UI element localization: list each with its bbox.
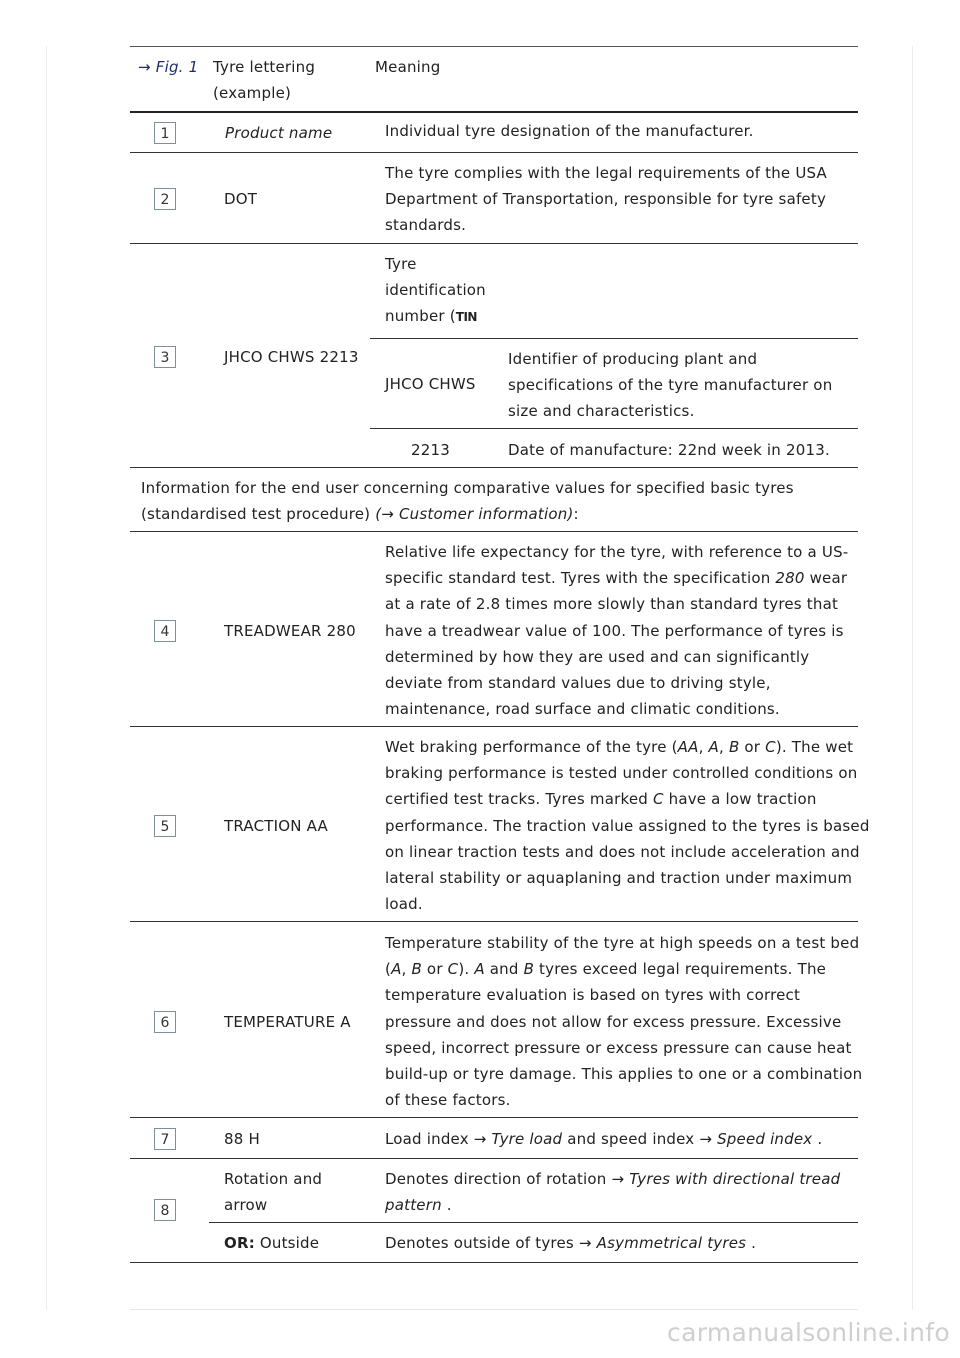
row-number-badge: 3	[154, 346, 176, 368]
row-number-badge: 5	[154, 815, 176, 837]
meaning-load-speed: Load index → Tyre load and speed index → Speed index .	[385, 1130, 823, 1148]
row-divider	[130, 243, 858, 244]
sub-row-divider	[370, 338, 858, 339]
lettering-temperature: TEMPERATURE A	[224, 1013, 351, 1031]
link-arrow-icon: →	[138, 58, 156, 76]
table-bottom-rule	[130, 1262, 858, 1263]
tin-meaning-plant: Identifier of producing plant and specifications of the tyre manufacturer on size and characteristics.	[508, 350, 833, 421]
lettering-outside: OR: Outside	[224, 1234, 320, 1252]
tin-icon: TIN	[455, 310, 477, 325]
tin-label: Tyre identification number (TIN	[385, 255, 486, 326]
header-tyre-lettering: Tyre lettering (example)	[213, 58, 316, 103]
row-number-badge: 8	[154, 1199, 176, 1221]
meaning-product-name: Individual tyre designation of the manufacturer.	[385, 122, 754, 140]
customer-information-link[interactable]: (→ Customer information)	[375, 505, 574, 524]
speed-index-link[interactable]: → Speed index	[699, 1130, 813, 1148]
page-left-rule	[46, 46, 47, 1310]
page-footer-rule	[130, 1309, 858, 1310]
meaning-outside: Denotes outside of tyres → Asymmetrical tyres .	[385, 1234, 757, 1252]
row-divider	[130, 1158, 858, 1159]
link-arrow-icon: →	[578, 1234, 597, 1252]
tin-code-date: 2213	[411, 441, 450, 459]
sub-row-divider	[370, 428, 858, 429]
directional-tread-link[interactable]: → Tyres with directional tread	[611, 1170, 841, 1188]
lettering-traction: TRACTION AA	[224, 817, 328, 835]
sub-row-divider	[209, 1222, 858, 1223]
tin-meaning-date: Date of manufacture: 22nd week in 2013.	[508, 441, 830, 459]
fig-reference-link[interactable]: → Fig. 1	[138, 58, 199, 76]
lettering-rotation: Rotation and arrow	[224, 1170, 323, 1215]
tyre-load-link[interactable]: → Tyre load	[473, 1130, 563, 1148]
row-divider	[130, 726, 858, 727]
meaning-rotation: Denotes direction of rotation → Tyres with directional tread pattern .	[385, 1170, 841, 1215]
tin-code-plant: JHCO CHWS	[385, 375, 476, 393]
table-top-rule	[130, 46, 858, 47]
row-number-badge: 6	[154, 1011, 176, 1033]
meaning-temperature: Temperature stability of the tyre at high speeds on a test bed (A, B or C). A and B tyres exceed legal requirements. The temperature evaluation is based on tyres with correct pressure and does not allow for excess pressure. Excessive speed, incorrect pressure or excess pressure can cause heat build-up or tyre damage. This applies to one or a combination of these factors.	[385, 934, 863, 1110]
row-divider	[130, 152, 858, 153]
row-number-badge: 1	[154, 122, 176, 144]
asymmetrical-tyres-link[interactable]: → Asymmetrical tyres	[578, 1234, 747, 1252]
meaning-dot: The tyre complies with the legal requirements of the USA Department of Transportation, responsible for tyre safety standards.	[385, 164, 827, 235]
meaning-treadwear: Relative life expectancy for the tyre, with reference to a US- specific standard test. Tyres with the specification 280 wear at a rate of 2.8 times more slowly than standard tyres that have a treadwear value of 100. The performance of tyres is determined by how they are used and can significantly deviate from standard values due to driving style, maintenance, road surface and climatic conditions.	[385, 543, 849, 719]
row-divider	[130, 467, 858, 468]
link-arrow-icon: →	[473, 1130, 492, 1148]
header-rule	[130, 111, 858, 113]
row-divider	[130, 921, 858, 922]
lettering-load-speed: 88 H	[224, 1130, 260, 1148]
customer-info-note: Information for the end user concerning comparative values for specified basic tyres (standardised test procedure) (→ Customer information):	[141, 479, 794, 524]
link-arrow-icon: →	[699, 1130, 718, 1148]
row-number-badge: 4	[154, 620, 176, 642]
lettering-product-name: Product name	[225, 124, 333, 142]
header-meaning: Meaning	[375, 58, 441, 76]
watermark: carmanualsonline.info	[667, 1318, 950, 1347]
link-arrow-icon: →	[611, 1170, 630, 1188]
lettering-treadwear: TREADWEAR 280	[224, 622, 356, 640]
row-divider	[130, 1117, 858, 1118]
row-number-badge: 7	[154, 1128, 176, 1150]
lettering-dot: DOT	[224, 190, 258, 208]
row-number-badge: 2	[154, 188, 176, 210]
lettering-tin: JHCO CHWS 2213	[224, 348, 359, 366]
row-divider	[130, 531, 858, 532]
meaning-traction: Wet braking performance of the tyre (AA, A, B or C). The wet braking performance is tested under controlled conditions on certified test tracks. Tyres marked C have a low traction performance. The traction value assigned to the tyres is based on linear traction tests and does not include acceleration and lateral stability or aquaplaning and traction under maximum load.	[385, 738, 870, 914]
link-arrow-icon: →	[381, 505, 399, 524]
page-right-rule	[912, 46, 913, 1310]
